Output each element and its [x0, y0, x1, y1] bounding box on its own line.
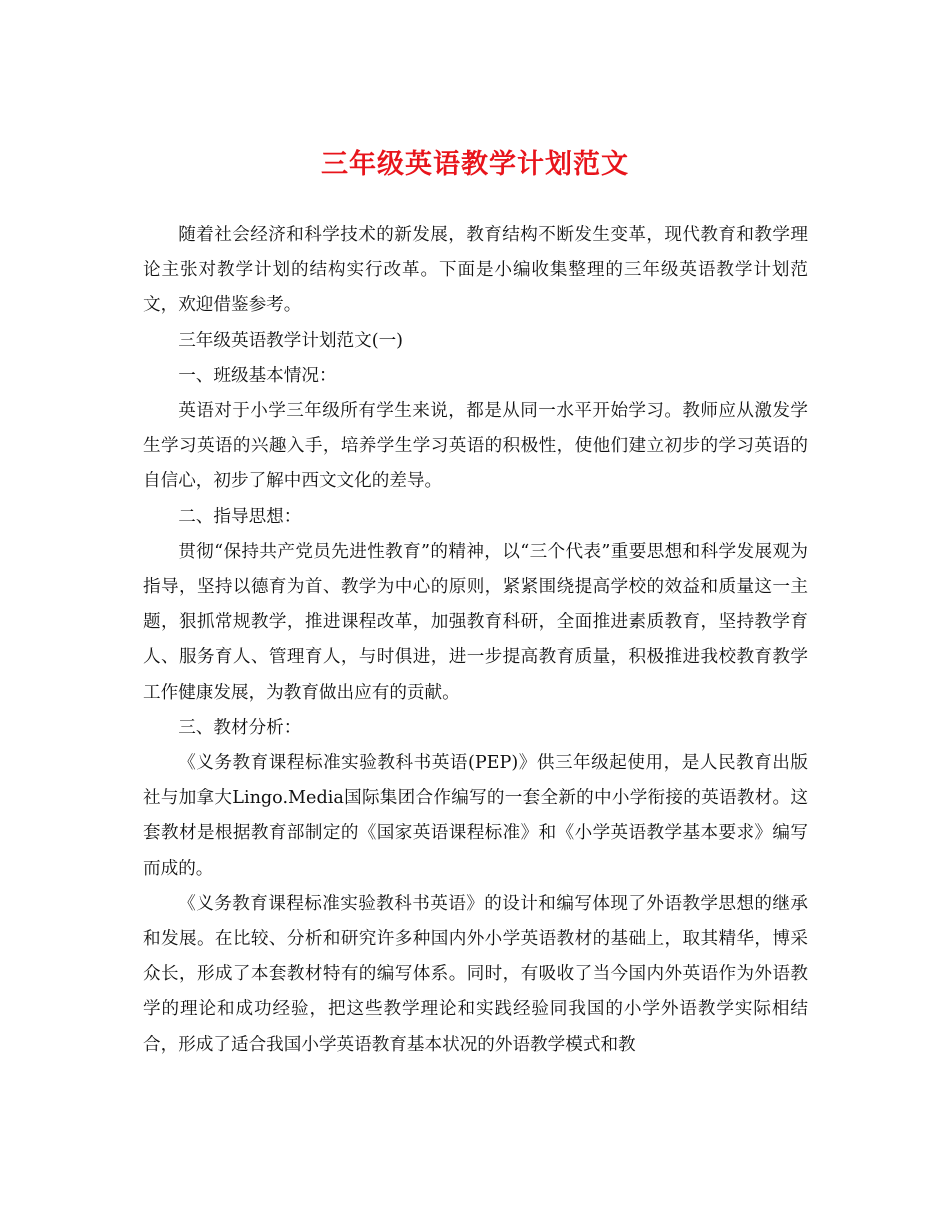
paragraph-guiding-ideology: 贯彻“保持共产党员先进性教育”的精神，以“三个代表”重要思想和科学发展观为指导，坚持以德育为首、教学为中心的原则，紧紧围绕提高学校的效益和质量这一主题，狠抓常规教学，推进课程改革，加强教育科研，全面推进素质教育，坚持教学育人、服务育人、管理育人，与时俱进，进一步提高教育质量，积极推进我校教育教学工作健康发展，为教育做出应有的贡献。	[143, 541, 808, 703]
paragraph-textbook-analysis-2: 《义务教育课程标准实验教科书英语》的设计和编写体现了外语教学思想的继承和发展。在比较、分析和研究许多种国内外小学英语教材的基础上，取其精华，博采众长，形成了本套教材特有的编写体系。同时，有吸收了当今国内外英语作为外语教学的理论和成功经验，把这些教学理论和实践经验同我国的小学外语教学实际相结合，形成了适合我国小学英语教育基本状况的外语教学模式和教	[143, 893, 808, 1055]
section-heading-textbook-analysis: 三、教材分析：	[178, 717, 302, 738]
paragraph-subtitle: 三年级英语教学计划范文(一)	[178, 330, 404, 351]
section-heading-guiding-ideology: 二、指导思想：	[178, 506, 302, 527]
paragraph-textbook-analysis-1: 《义务教育课程标准实验教科书英语(PEP)》供三年级起使用，是人民教育出版社与加拿大Lingo.Media国际集团合作编写的一套全新的中小学衔接的英语教材。这套教材是根据教育部制定的《国家英语课程标准》和《小学英语教学基本要求》编写而成的。	[143, 753, 808, 879]
paragraph-class-situation: 英语对于小学三年级所有学生来说，都是从同一水平开始学习。教师应从激发学生学习英语的兴趣入手，培养学生学习英语的积极性，使他们建立初步的学习英语的自信心，初步了解中西文文化的差导。	[143, 401, 808, 492]
document-title: 三年级英语教学计划范文	[321, 149, 629, 180]
document-body	[143, 218, 808, 1063]
section-heading-class-situation: 一、班级基本情况：	[178, 365, 337, 386]
paragraph-intro: 随着社会经济和科学技术的新发展，教育结构不断发生变革，现代教育和教学理论主张对教学计划的结构实行改革。下面是小编收集整理的三年级英语教学计划范文，欢迎借鉴参考。	[143, 225, 808, 316]
